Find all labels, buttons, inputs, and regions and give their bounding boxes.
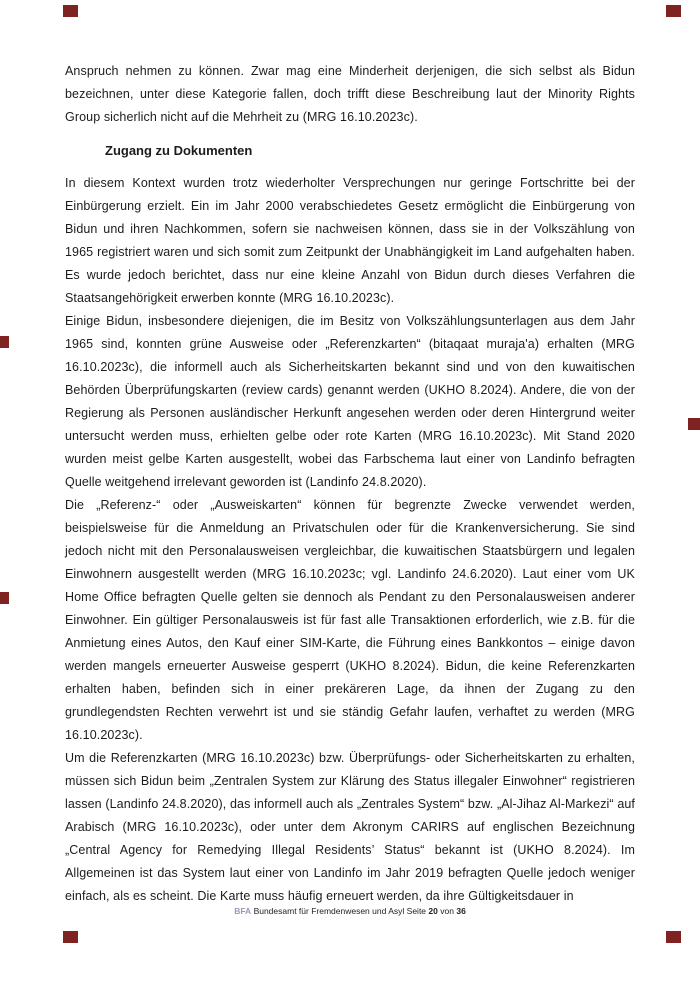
footer-total-pages: 36 — [456, 906, 466, 916]
paragraph: Um die Referenzkarten (MRG 16.10.2023c) bzw. Überprüfungs- oder Sicherheitskarten zu erhalten, müssen sich Bidun beim „Zentralen System zur Klärung des Status illegaler Einwohner“ registrieren lassen (Landinfo 24.8.2020), das informell auch als „Zentrales System“ bzw. „Al-Jihaz Al-Markezi“ auf Arabisch (MRG 16.10.2023c), oder unter dem Akronym CARIRS auf englischen Bezeichnung „Central Agency for Remedying Illegal Residents’ Status“ bekannt ist (UKHO 8.2024). Im Allgemeinen ist das System laut einer von Landinfo im Jahr 2019 befragten Quelle jedoch weniger einfach, als es scheint. Die Karte muss häufig erneuert werden, da ihre Gültigkeitsdauer in — [65, 751, 635, 903]
footer-page-label: Seite — [406, 906, 427, 916]
paragraph: Die „Referenz-“ oder „Ausweiskarten“ können für begrenzte Zwecke verwendet werden, beispielsweise für die Anmeldung an Privatschulen oder für die Krankenversicherung. Sie sind jedoch nicht mit den Personalausweisen vergleichbar, die kuwaitischen Staatsbürgern und legalen Einwohnern ausgestellt werden (MRG 16.10.2023c; vgl. Landinfo 24.6.2020). Laut einer vom UK Home Office befragten Quelle gelten sie dennoch als Pendant zu den Personalausweisen anderer Einwohner. Ein gültiger Personalausweis ist für fast alle Transaktionen erforderlich, wie z.B. für die Anmietung eines Autos, den Kauf einer SIM-Karte, die Führung eines Bankkontos – einige davon werden mangels erneuerter Ausweise gesperrt (UKHO 8.2024). Bidun, die keine Referenzkarten erhalten haben, befinden sich in einer prekäreren Lage, da ihnen der Zugang zu den grundlegendsten Rechten verwehrt ist und sie ständig Gefahr laufen, verhaftet zu werden (MRG 16.10.2023c). — [65, 498, 635, 742]
crop-mark — [0, 592, 9, 604]
crop-mark — [0, 336, 9, 348]
crop-mark — [688, 418, 700, 430]
section-heading: Zugang zu Dokumenten — [105, 143, 253, 158]
footer-page-number: 20 — [428, 906, 438, 916]
paragraph-continuation: Anspruch nehmen zu können. Zwar mag eine Minderheit derjenigen, die sich selbst als Bidun bezeichnen, unter diese Kategorie fallen, doch trifft diese Beschreibung laut der Minority Rights Group sicherlich nicht auf die Mehrheit zu (MRG 16.10.2023c). — [65, 64, 635, 124]
crop-mark — [63, 5, 78, 17]
crop-mark — [666, 5, 681, 17]
crop-mark — [63, 931, 78, 943]
crop-mark — [666, 931, 681, 943]
page-footer — [0, 906, 700, 917]
paragraph: Einige Bidun, insbesondere diejenigen, die im Besitz von Volkszählungsunterlagen aus dem Jahr 1965 sind, konnten grüne Ausweise oder „Referenzkarten“ (bitaqaat muraja'a) erhalten (MRG 16.10.2023c), die informell auch als Sicherheitskarten bekannt sind und von den kuwaitischen Behörden Überprüfungskarten (review cards) genannt werden (UKHO 8.2024). Andere, die von der Regierung als Personen ausländischer Herkunft angesehen werden oder deren Hintergrund weiter untersucht werden muss, erhielten gelbe oder rote Karten (MRG 16.10.2023c). Mit Stand 2020 wurden meist gelbe Karten ausgestellt, wobei das Farbschema laut einer von Landinfo befragten Quelle weitgehend irrelevant geworden ist (Landinfo 24.8.2020). — [65, 314, 635, 489]
footer-of-label: von — [440, 906, 454, 916]
paragraph: In diesem Kontext wurden trotz wiederholter Versprechungen nur geringe Fortschritte bei der Einbürgerung erzielt. Ein im Jahr 2000 verabschiedetes Gesetz ermöglicht die Einbürgerung von Bidun und ihren Nachkommen, sofern sie nachweisen können, dass sie in der Volkszählung von 1965 registriert waren und sich somit zum Zeitpunkt der Unabhängigkeit im Land aufgehalten haben. Es wurde jedoch berichtet, dass nur eine kleine Anzahl von Bidun durch dieses Verfahren die Staatsangehörigkeit erwerben konnte (MRG 16.10.2023c). — [65, 176, 635, 305]
footer-org-name: Bundesamt für Fremdenwesen und Asyl — [253, 906, 405, 916]
text-block — [65, 60, 635, 908]
footer-org-abbr: BFA — [234, 906, 252, 916]
